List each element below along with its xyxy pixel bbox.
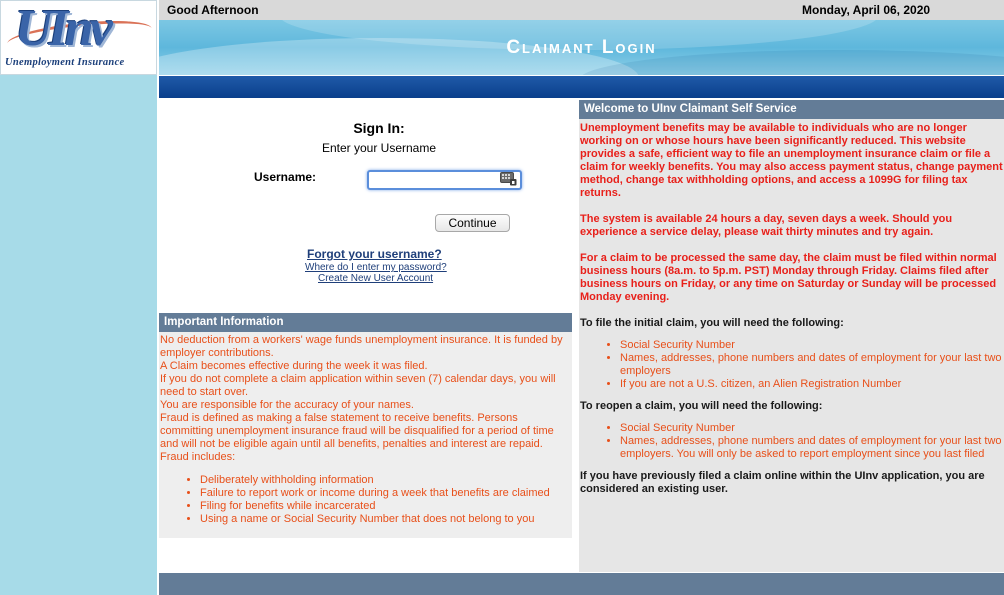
initial-claim-heading: To file the initial claim, you will need the following: bbox=[580, 317, 844, 329]
page-title: Claimant Login bbox=[506, 37, 657, 58]
sign-in-subtitle: Enter your Username bbox=[321, 141, 437, 155]
date-text: Monday, April 06, 2020 bbox=[802, 3, 931, 17]
list-item: • Names, addresses, phone numbers and dates of employment for your last two employers bbox=[620, 352, 1003, 378]
welcome-intro: Unemployment benefits may be available to individuals who are no longer working on or whose hours have been significantly reduced. This website provides a safe, efficient way to file an unemployment insurance claim or file a claim for weekly benefits. You may also access payment status, change payment method, change tax withholding options, and access a 1099G for filing tax returns. bbox=[580, 122, 1003, 199]
existing-user-notice: If you have previously filed a claim online within the UInv application, you are considered an existing user. bbox=[580, 470, 985, 495]
list-item: • Filing for benefits while incarcerated bbox=[200, 500, 571, 513]
keyboard-icon[interactable] bbox=[500, 172, 517, 186]
forgot-username-link[interactable]: Forgot your username? bbox=[307, 247, 442, 261]
important-info-header: Important Information bbox=[159, 313, 572, 332]
info-paragraph: Fraud includes: bbox=[160, 451, 236, 463]
logo-tagline: Unemployment Insurance bbox=[5, 57, 125, 68]
info-paragraph: You are responsible for the accuracy of your names. bbox=[160, 399, 414, 411]
logo-letters: UInv bbox=[15, 0, 109, 57]
important-info-body bbox=[159, 332, 572, 538]
same-day-notice: For a claim to be processed the same day, the claim must be filed within normal business hours (8a.m. to 5p.m. PST) Monday through Friday. Claims filed after business hours on Friday, or any time on Saturday or Sunday will be processed Monday evening. bbox=[580, 252, 997, 303]
top-bar bbox=[159, 0, 1004, 20]
info-paragraph: A Claim becomes effective during the week it was filed. bbox=[160, 360, 428, 372]
welcome-header: Welcome to UInv Claimant Self Service bbox=[579, 100, 1004, 119]
greeting-text: Good Afternoon bbox=[167, 3, 259, 17]
info-paragraph: Fraud is defined as making a false statement to receive benefits. Persons committing unemployment insurance fraud will be disqualified for a period of time and will not be eligible again until all benefits, penalties and interest are repaid. bbox=[160, 412, 554, 450]
info-paragraph: No deduction from a workers' wage funds unemployment insurance. It is funded by employer contributions. bbox=[160, 334, 563, 359]
sign-in-title: Sign In: bbox=[353, 120, 405, 136]
forgot-password-link[interactable]: Where do I enter my password? bbox=[305, 262, 447, 273]
nav-strip bbox=[159, 76, 1004, 98]
list-item: • Names, addresses, phone numbers and dates of employment for your last two employers. You will only be asked to report employment since you last filed bbox=[620, 435, 1003, 461]
welcome-body bbox=[579, 119, 1004, 572]
list-item: • Failure to report work or income during a week that benefits are claimed bbox=[200, 487, 571, 500]
list-item: • Using a name or Social Security Number that does not belong to you bbox=[200, 513, 571, 526]
fraud-list bbox=[200, 474, 571, 526]
reopen-claim-heading: To reopen a claim, you will need the following: bbox=[580, 400, 823, 412]
initial-claim-list bbox=[620, 339, 1003, 391]
reopen-claim-list bbox=[620, 422, 1003, 461]
page-banner bbox=[159, 20, 1004, 75]
info-paragraph: If you do not complete a claim application within seven (7) calendar days, you will need to start over. bbox=[160, 373, 556, 398]
username-label: Username: bbox=[254, 170, 317, 184]
uinv-logo[interactable] bbox=[0, 0, 157, 75]
list-item: • Deliberately withholding information bbox=[200, 474, 571, 487]
footer-bar bbox=[159, 573, 1004, 595]
list-item: • If you are not a U.S. citizen, an Alien Registration Number bbox=[620, 378, 1003, 391]
continue-button[interactable]: Continue bbox=[435, 214, 510, 232]
list-item: • Social Security Number bbox=[620, 339, 1003, 352]
list-item: • Social Security Number bbox=[620, 422, 1003, 435]
availability-notice: The system is available 24 hours a day, seven days a week. Should you experience a service delay, please wait thirty minutes and try again. bbox=[580, 213, 953, 238]
sign-in-panel bbox=[159, 100, 572, 312]
create-account-link[interactable]: Create New User Account bbox=[318, 273, 434, 284]
username-input[interactable] bbox=[367, 170, 522, 190]
left-rail bbox=[0, 0, 157, 595]
